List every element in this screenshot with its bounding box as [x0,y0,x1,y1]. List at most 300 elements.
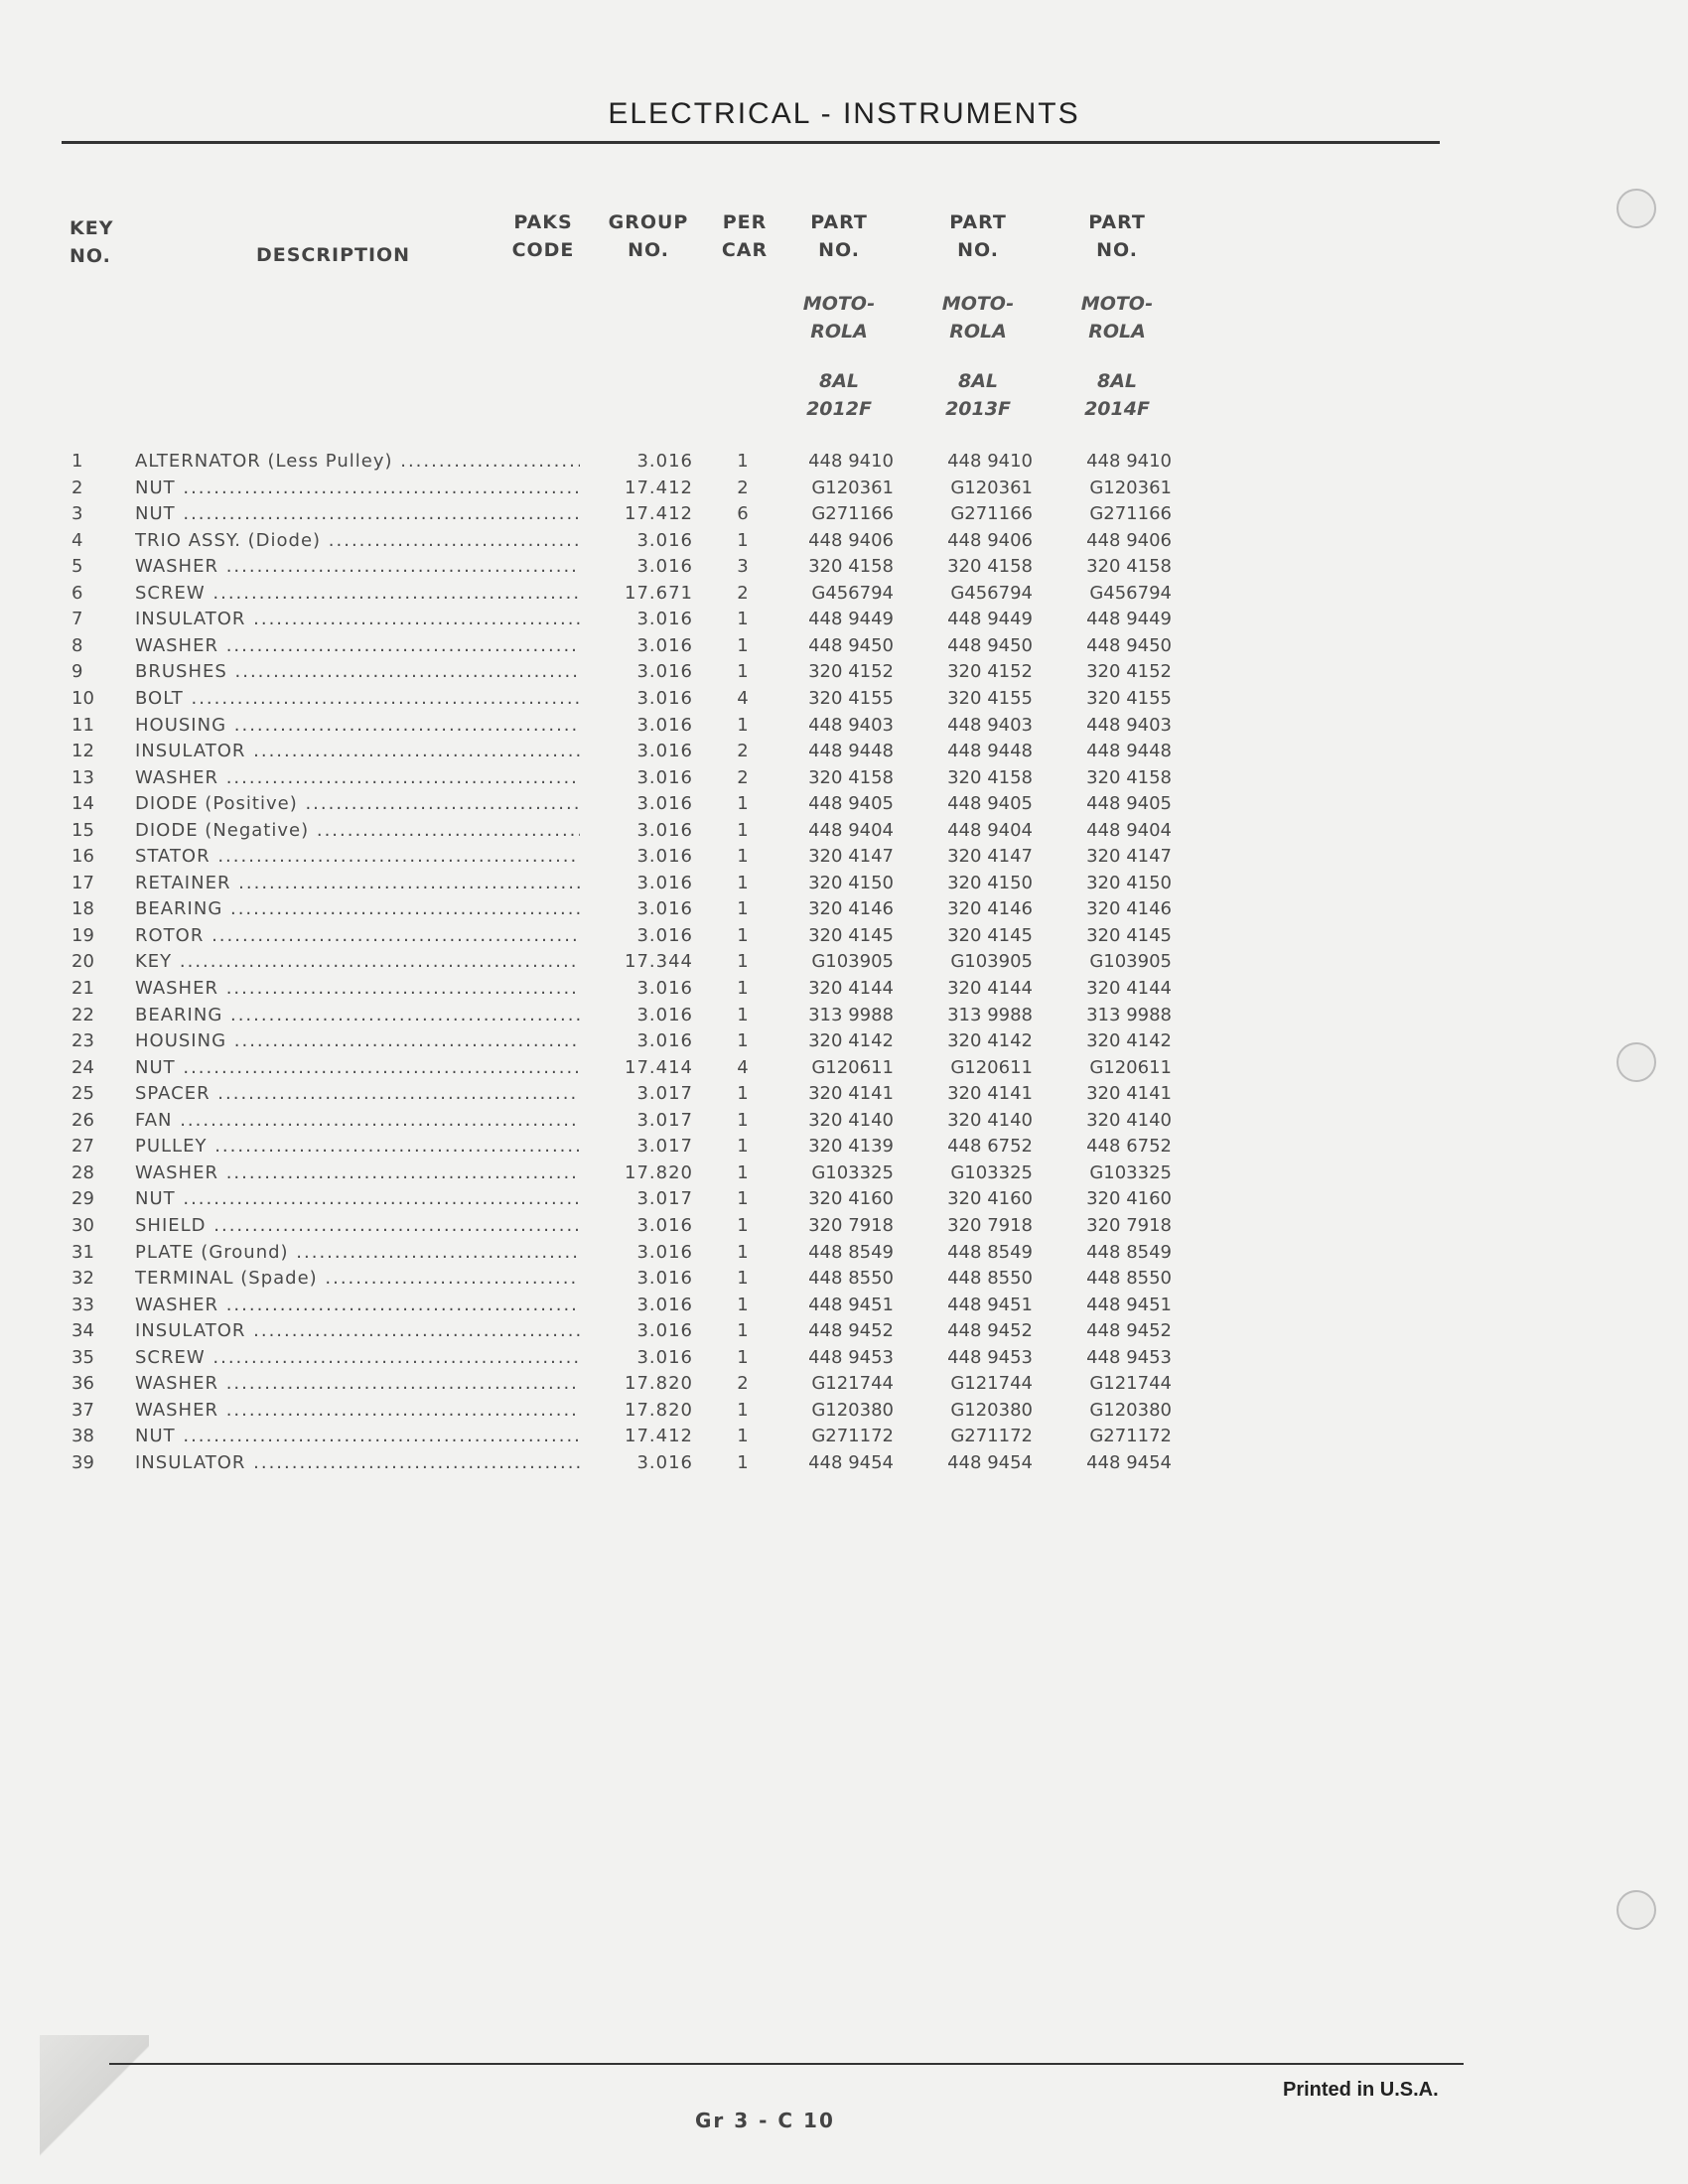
group-no-cell: 3.016 [636,1346,693,1368]
part-no-2014f-cell: G120611 [1089,1056,1172,1078]
part-no-2014f-cell: 448 9404 [1086,819,1172,841]
description-cell: INSULATOR ..... [135,1450,580,1476]
per-car-cell: 1 [737,634,749,656]
part-no-2014f-cell: 448 9453 [1086,1346,1172,1368]
part-no-2013f-cell: 448 9451 [947,1294,1033,1315]
group-no-cell: 17.820 [625,1399,693,1421]
description-cell: WASHER ..... [135,1398,580,1424]
per-car-cell: 1 [737,1294,749,1315]
per-car-cell: 1 [737,1083,749,1105]
part-no-2012f-cell: 448 9403 [808,714,894,736]
key-no-cell: 29 [71,1188,94,1210]
description-cell: HOUSING ..... [135,1028,580,1054]
part-no-2013f-cell: G120361 [950,477,1033,498]
part-no-2013f-cell: G120611 [950,1056,1033,1078]
part-no-2014f-cell: 320 4147 [1086,846,1172,868]
part-no-2012f-cell: 320 4144 [808,978,894,999]
per-car-cell: 1 [737,1161,749,1183]
group-no-cell: 17.412 [625,503,693,525]
part-no-2012f-cell: 320 4146 [808,898,894,920]
per-car-cell: 1 [737,1109,749,1131]
group-no-cell: 3.016 [636,1030,693,1052]
key-no-cell: 36 [71,1373,94,1395]
table-row [0,476,1192,501]
group-no-cell: 3.016 [636,924,693,946]
part-no-2012f-cell: 320 4139 [808,1136,894,1158]
description-cell: SPACER ..... [135,1081,580,1107]
per-car-cell: 1 [737,898,749,920]
part-no-2012f-cell: 448 9410 [808,451,894,472]
description-cell: WASHER ..... [135,554,580,580]
key-no-cell: 24 [71,1056,94,1078]
per-car-cell: 1 [737,978,749,999]
part-no-2014f-cell: 448 9410 [1086,451,1172,472]
table-row [0,501,1192,527]
per-car-cell: 1 [737,1214,749,1236]
description-cell: SCREW ..... [135,1345,580,1371]
table-row [0,633,1192,659]
key-no-cell: 12 [71,741,94,762]
per-car-cell: 1 [737,714,749,736]
part-no-2014f-cell: G103905 [1089,951,1172,973]
key-no-cell: 2 [71,477,83,498]
part-no-2014f-cell: 320 4160 [1086,1188,1172,1210]
part-no-2014f-cell: 320 4141 [1086,1083,1172,1105]
part-no-2013f-cell: G456794 [950,582,1033,604]
page-title: ELECTRICAL - INSTRUMENTS [608,97,1080,130]
key-no-cell: 10 [71,687,94,709]
table-row [0,791,1192,817]
part-no-2012f-cell: G120611 [811,1056,894,1078]
per-car-cell: 1 [737,1346,749,1368]
per-car-cell: 1 [737,1320,749,1342]
group-no-cell: 3.016 [636,1268,693,1290]
description-cell: BRUSHES ..... [135,659,580,685]
part-no-2014f-cell: 313 9988 [1086,1004,1172,1025]
part-no-2012f-cell: 320 4140 [808,1109,894,1131]
header-part-no-2: PART NO. [949,211,1007,261]
table-row [0,1003,1192,1028]
key-no-cell: 11 [71,714,94,736]
per-car-cell: 1 [737,793,749,815]
part-no-2014f-cell: 448 9448 [1086,741,1172,762]
binder-hole-top [1617,189,1656,228]
part-no-2012f-cell: 448 9453 [808,1346,894,1368]
table-row [0,659,1192,685]
part-no-2012f-cell: 320 7918 [808,1214,894,1236]
part-no-2013f-cell: G103905 [950,951,1033,973]
part-no-2014f-cell: 448 9452 [1086,1320,1172,1342]
per-car-cell: 1 [737,924,749,946]
part-no-2014f-cell: 320 4158 [1086,556,1172,578]
group-no-cell: 3.017 [636,1109,693,1131]
header-paks-code: PAKS CODE [511,211,575,261]
group-no-cell: 3.016 [636,1214,693,1236]
part-no-2014f-cell: 448 9449 [1086,609,1172,630]
per-car-cell: 1 [737,1399,749,1421]
table-row [0,1081,1192,1107]
part-no-2012f-cell: G103325 [811,1161,894,1183]
description-cell: BEARING ..... [135,1003,580,1028]
per-car-cell: 1 [737,1451,749,1473]
table-row [0,1134,1192,1160]
part-no-2012f-cell: 448 9448 [808,741,894,762]
description-cell: ALTERNATOR (Less Pulley) ..... [135,449,580,475]
per-car-cell: 2 [737,766,749,788]
group-no-cell: 3.016 [636,1294,693,1315]
printed-in-usa: Printed in U.S.A. [1283,2079,1439,2101]
key-no-cell: 9 [71,661,83,683]
key-no-cell: 8 [71,634,83,656]
table-row [0,896,1192,922]
part-no-2014f-cell: 320 4155 [1086,687,1172,709]
part-no-2013f-cell: 320 4144 [947,978,1033,999]
part-no-2013f-cell: 448 9450 [947,634,1033,656]
group-no-cell: 3.016 [636,451,693,472]
key-no-cell: 1 [71,451,83,472]
table-row [0,1108,1192,1134]
binder-hole-bottom [1617,1890,1656,1930]
part-column-3-model: 8AL 2014F [1084,370,1150,420]
table-row [0,818,1192,844]
per-car-cell: 2 [737,1373,749,1395]
part-column-1-make: MOTO- ROLA [802,293,876,342]
group-no-cell: 17.820 [625,1373,693,1395]
description-cell: DIODE (Negative) ..... [135,818,580,844]
per-car-cell: 1 [737,1268,749,1290]
table-row [0,949,1192,975]
part-no-2013f-cell: 448 9454 [947,1451,1033,1473]
part-no-2013f-cell: 320 4147 [947,846,1033,868]
group-no-cell: 3.016 [636,714,693,736]
per-car-cell: 1 [737,819,749,841]
part-no-2013f-cell: G121744 [950,1373,1033,1395]
key-no-cell: 19 [71,924,94,946]
key-no-cell: 20 [71,951,94,973]
key-no-cell: 7 [71,609,83,630]
per-car-cell: 1 [737,661,749,683]
description-cell: STATOR ..... [135,844,580,870]
key-no-cell: 32 [71,1268,94,1290]
per-car-cell: 4 [737,1056,749,1078]
group-no-cell: 3.016 [636,529,693,551]
key-no-cell: 28 [71,1161,94,1183]
description-cell: INSULATOR ..... [135,1318,580,1344]
part-no-2014f-cell: 320 4144 [1086,978,1172,999]
part-no-2014f-cell: 320 4140 [1086,1109,1172,1131]
description-cell: NUT ..... [135,501,580,527]
part-no-2014f-cell: G121744 [1089,1373,1172,1395]
key-no-cell: 33 [71,1294,94,1315]
part-no-2013f-cell: 320 4146 [947,898,1033,920]
group-no-cell: 17.412 [625,1426,693,1447]
part-no-2012f-cell: 448 8549 [808,1241,894,1263]
description-cell: PLATE (Ground) ..... [135,1240,580,1266]
part-no-2014f-cell: 320 7918 [1086,1214,1172,1236]
part-no-2013f-cell: 448 9448 [947,741,1033,762]
table-row [0,713,1192,739]
part-no-2014f-cell: 448 9406 [1086,529,1172,551]
part-no-2014f-cell: 320 4145 [1086,924,1172,946]
table-row [0,765,1192,791]
part-no-2013f-cell: G103325 [950,1161,1033,1183]
per-car-cell: 1 [737,1004,749,1025]
per-car-cell: 4 [737,687,749,709]
description-cell: WASHER ..... [135,1160,580,1186]
part-no-2012f-cell: 448 9405 [808,793,894,815]
table-row [0,871,1192,896]
table-row [0,923,1192,949]
part-no-2013f-cell: 320 4145 [947,924,1033,946]
key-no-cell: 16 [71,846,94,868]
part-no-2014f-cell: G456794 [1089,582,1172,604]
key-no-cell: 34 [71,1320,94,1342]
per-car-cell: 3 [737,556,749,578]
per-car-cell: 1 [737,872,749,893]
part-no-2013f-cell: 320 4150 [947,872,1033,893]
group-no-cell: 3.016 [636,819,693,841]
part-no-2014f-cell: G120380 [1089,1399,1172,1421]
group-no-cell: 17.412 [625,477,693,498]
part-no-2013f-cell: 313 9988 [947,1004,1033,1025]
part-no-2013f-cell: 448 9405 [947,793,1033,815]
key-no-cell: 3 [71,503,83,525]
per-car-cell: 1 [737,609,749,630]
part-no-2014f-cell: 448 9405 [1086,793,1172,815]
group-no-cell: 3.017 [636,1136,693,1158]
part-no-2013f-cell: 320 4158 [947,766,1033,788]
part-column-1-model: 8AL 2012F [806,370,872,420]
description-cell: FAN ..... [135,1108,580,1134]
description-cell: WASHER ..... [135,765,580,791]
description-cell: KEY ..... [135,949,580,975]
part-no-2014f-cell: G120361 [1089,477,1172,498]
part-no-2013f-cell: 448 9406 [947,529,1033,551]
per-car-cell: 1 [737,529,749,551]
part-no-2014f-cell: 448 9454 [1086,1451,1172,1473]
part-no-2012f-cell: G120361 [811,477,894,498]
description-cell: PULLEY ..... [135,1134,580,1160]
key-no-cell: 13 [71,766,94,788]
table-row [0,1160,1192,1186]
description-cell: WASHER ..... [135,1371,580,1397]
group-no-cell: 3.016 [636,609,693,630]
part-no-2012f-cell: 320 4141 [808,1083,894,1105]
description-cell: SHIELD ..... [135,1213,580,1239]
page-corner-curl [40,2035,149,2164]
part-no-2012f-cell: 320 4145 [808,924,894,946]
table-row [0,739,1192,764]
key-no-cell: 22 [71,1004,94,1025]
part-no-2013f-cell: 448 9404 [947,819,1033,841]
description-cell: SCREW ..... [135,581,580,607]
description-cell: NUT ..... [135,1424,580,1449]
part-column-2-model: 8AL 2013F [945,370,1011,420]
key-no-cell: 35 [71,1346,94,1368]
per-car-cell: 2 [737,741,749,762]
table-row [0,449,1192,475]
per-car-cell: 1 [737,1241,749,1263]
group-no-cell: 3.016 [636,1004,693,1025]
key-no-cell: 17 [71,872,94,893]
part-no-2012f-cell: G120380 [811,1399,894,1421]
description-cell: BOLT ..... [135,686,580,712]
group-no-cell: 3.016 [636,661,693,683]
group-no-cell: 3.016 [636,1320,693,1342]
description-cell: RETAINER ..... [135,871,580,896]
header-description: DESCRIPTION [256,244,411,266]
part-no-2014f-cell: G271172 [1089,1426,1172,1447]
part-no-2013f-cell: 448 9452 [947,1320,1033,1342]
key-no-cell: 26 [71,1109,94,1131]
group-no-cell: 17.414 [625,1056,693,1078]
part-no-2014f-cell: 320 4152 [1086,661,1172,683]
part-no-2014f-cell: 448 9403 [1086,714,1172,736]
description-cell: WASHER ..... [135,633,580,659]
part-no-2013f-cell: 320 4160 [947,1188,1033,1210]
key-no-cell: 18 [71,898,94,920]
part-no-2012f-cell: 448 9450 [808,634,894,656]
header-part-no-1: PART NO. [810,211,868,261]
part-no-2012f-cell: 320 4158 [808,766,894,788]
part-no-2014f-cell: 448 8549 [1086,1241,1172,1263]
header-part-no-3: PART NO. [1088,211,1146,261]
part-no-2013f-cell: 448 8550 [947,1268,1033,1290]
group-no-cell: 3.017 [636,1083,693,1105]
part-no-2012f-cell: 313 9988 [808,1004,894,1025]
key-no-cell: 23 [71,1030,94,1052]
description-cell: DIODE (Positive) ..... [135,791,580,817]
key-no-cell: 15 [71,819,94,841]
part-no-2013f-cell: G120380 [950,1399,1033,1421]
table-row [0,1450,1192,1476]
part-no-2013f-cell: 320 4141 [947,1083,1033,1105]
table-row [0,554,1192,580]
part-column-3-make: MOTO- ROLA [1080,293,1154,342]
part-column-2-make: MOTO- ROLA [941,293,1015,342]
key-no-cell: 27 [71,1136,94,1158]
description-cell: WASHER ..... [135,976,580,1002]
group-no-cell: 3.016 [636,793,693,815]
part-no-2013f-cell: 448 8549 [947,1241,1033,1263]
table-row [0,1345,1192,1371]
description-cell: TRIO ASSY. (Diode) ..... [135,528,580,554]
footer-rule [109,2063,1464,2065]
part-no-2012f-cell: 448 8550 [808,1268,894,1290]
per-car-cell: 2 [737,477,749,498]
description-cell: NUT ..... [135,476,580,501]
key-no-cell: 4 [71,529,83,551]
part-no-2012f-cell: 320 4158 [808,556,894,578]
header-group-no: GROUP NO. [608,211,689,261]
group-no-cell: 3.016 [636,687,693,709]
per-car-cell: 1 [737,1188,749,1210]
key-no-cell: 21 [71,978,94,999]
table-row [0,1398,1192,1424]
per-car-cell: 1 [737,1030,749,1052]
table-row [0,581,1192,607]
table-row [0,976,1192,1002]
part-no-2012f-cell: G103905 [811,951,894,973]
group-no-cell: 3.016 [636,741,693,762]
part-no-2012f-cell: 320 4142 [808,1030,894,1052]
key-no-cell: 38 [71,1426,94,1447]
group-no-cell: 17.820 [625,1161,693,1183]
title-rule [62,141,1440,144]
part-no-2013f-cell: G271166 [950,503,1033,525]
description-cell: INSULATOR ..... [135,607,580,632]
group-no-cell: 3.016 [636,766,693,788]
group-no-cell: 3.017 [636,1188,693,1210]
table-row [0,1266,1192,1292]
key-no-cell: 31 [71,1241,94,1263]
group-no-cell: 17.671 [625,582,693,604]
part-no-2014f-cell: 448 9451 [1086,1294,1172,1315]
table-row [0,1424,1192,1449]
key-no-cell: 30 [71,1214,94,1236]
part-no-2013f-cell: 448 9449 [947,609,1033,630]
table-row [0,528,1192,554]
group-no-cell: 3.016 [636,556,693,578]
part-no-2012f-cell: G271172 [811,1426,894,1447]
group-no-cell: 17.344 [625,951,693,973]
part-no-2012f-cell: 320 4150 [808,872,894,893]
part-no-2012f-cell: G121744 [811,1373,894,1395]
part-no-2012f-cell: 448 9454 [808,1451,894,1473]
part-no-2012f-cell: 448 9404 [808,819,894,841]
per-car-cell: 1 [737,951,749,973]
key-no-cell: 37 [71,1399,94,1421]
key-no-cell: 39 [71,1451,94,1473]
description-cell: WASHER ..... [135,1293,580,1318]
description-cell: TERMINAL (Spade) ..... [135,1266,580,1292]
header-per-car: PER CAR [721,211,769,261]
description-cell: INSULATOR ..... [135,739,580,764]
part-no-2014f-cell: 320 4146 [1086,898,1172,920]
group-no-cell: 3.016 [636,634,693,656]
part-no-2013f-cell: 320 4140 [947,1109,1033,1131]
part-no-2014f-cell: 320 4150 [1086,872,1172,893]
part-no-2012f-cell: G456794 [811,582,894,604]
part-no-2013f-cell: 320 4152 [947,661,1033,683]
part-no-2014f-cell: 320 4142 [1086,1030,1172,1052]
description-cell: NUT ..... [135,1055,580,1081]
per-car-cell: 1 [737,451,749,472]
part-no-2013f-cell: 448 9453 [947,1346,1033,1368]
part-no-2014f-cell: G271166 [1089,503,1172,525]
table-row [0,1186,1192,1212]
group-no-cell: 3.016 [636,898,693,920]
part-no-2012f-cell: 320 4147 [808,846,894,868]
description-cell: BEARING ..... [135,896,580,922]
per-car-cell: 1 [737,1426,749,1447]
per-car-cell: 6 [737,503,749,525]
table-row [0,1293,1192,1318]
page-code: Gr 3 - C 10 [695,2109,835,2132]
part-no-2013f-cell: 320 4155 [947,687,1033,709]
table-row [0,1240,1192,1266]
part-no-2013f-cell: 320 4142 [947,1030,1033,1052]
table-row [0,1318,1192,1344]
per-car-cell: 1 [737,846,749,868]
description-cell: HOUSING ..... [135,713,580,739]
per-car-cell: 2 [737,582,749,604]
table-row [0,844,1192,870]
description-cell: NUT ..... [135,1186,580,1212]
part-no-2012f-cell: 448 9406 [808,529,894,551]
part-no-2012f-cell: 320 4152 [808,661,894,683]
part-no-2013f-cell: G271172 [950,1426,1033,1447]
